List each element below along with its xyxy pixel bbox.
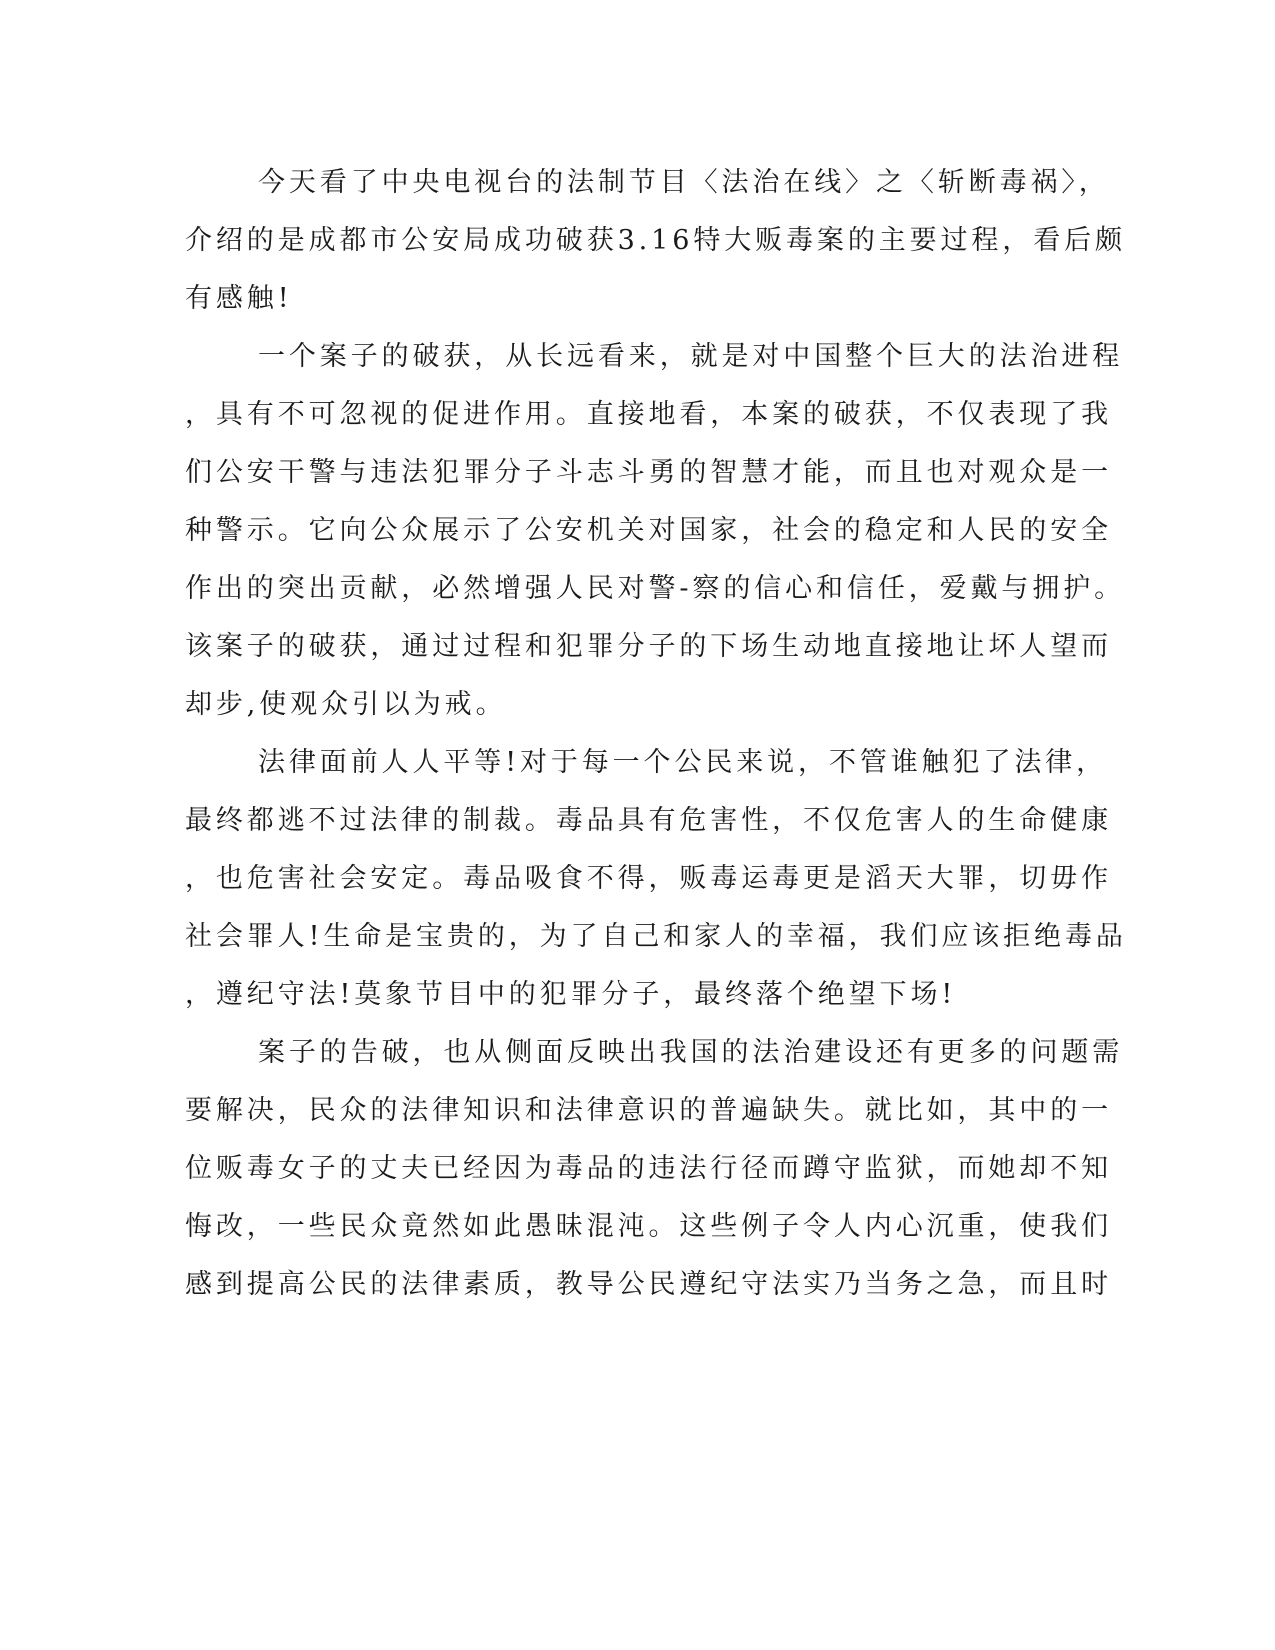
paragraph-2-line-4: 种警示。它向公众展示了公安机关对国家，社会的稳定和人民的安全 xyxy=(185,515,1112,546)
paragraph-4-line-2: 要解决，民众的法律知识和法律意识的普遍缺失。就比如，其中的一 xyxy=(185,1095,1112,1126)
paragraph-3-line-3: ，也危害社会安定。毒品吸食不得，贩毒运毒更是滔天大罪，切毋作 xyxy=(185,863,1112,894)
paragraph-2-line-6: 该案子的破获，通过过程和犯罪分子的下场生动地直接地让坏人望而 xyxy=(185,631,1112,662)
paragraph-2-line-1: 一个案子的破获，从长远看来，就是对中国整个巨大的法治进程 xyxy=(258,341,1124,372)
paragraph-1-line-2: 介绍的是成都市公安局成功破获3.16特大贩毒案的主要过程，看后颇 xyxy=(185,225,1126,256)
paragraph-3-line-4: 社会罪人!生命是宝贵的，为了自己和家人的幸福，我们应该拒绝毒品 xyxy=(185,921,1127,952)
paragraph-4-line-4: 悔改，一些民众竟然如此愚昧混沌。这些例子令人内心沉重，使我们 xyxy=(185,1211,1112,1242)
paragraph-2-line-7: 却步,使观众引以为戒。 xyxy=(185,689,507,720)
paragraph-2-line-5: 作出的突出贡献，必然增强人民对警-察的信心和信任，爱戴与拥护。 xyxy=(185,573,1126,604)
paragraph-1-line-3: 有感触! xyxy=(185,283,293,314)
paragraph-4-line-5: 感到提高公民的法律素质，教导公民遵纪守法实乃当务之急，而且时 xyxy=(185,1269,1112,1300)
paragraph-4-line-3: 位贩毒女子的丈夫已经因为毒品的违法行径而蹲守监狱，而她却不知 xyxy=(185,1153,1112,1184)
paragraph-3-line-5: ，遵纪守法!莫象节目中的犯罪分子，最终落个绝望下场! xyxy=(185,979,957,1010)
paragraph-3-line-2: 最终都逃不过法律的制裁。毒品具有危害性，不仅危害人的生命健康 xyxy=(185,805,1112,836)
paragraph-2-line-3: 们公安干警与违法犯罪分子斗志斗勇的智慧才能，而且也对观众是一 xyxy=(185,457,1112,488)
paragraph-4-line-1: 案子的告破，也从侧面反映出我国的法治建设还有更多的问题需 xyxy=(258,1037,1124,1068)
paragraph-3-line-1: 法律面前人人平等!对于每一个公民来说，不管谁触犯了法律， xyxy=(258,747,1108,778)
paragraph-1-line-1: 今天看了中央电视台的法制节目〈法治在线〉之〈斩断毒祸〉， xyxy=(258,167,1110,198)
paragraph-2-line-2: ，具有不可忽视的促进作用。直接地看，本案的破获，不仅表现了我 xyxy=(185,399,1112,430)
